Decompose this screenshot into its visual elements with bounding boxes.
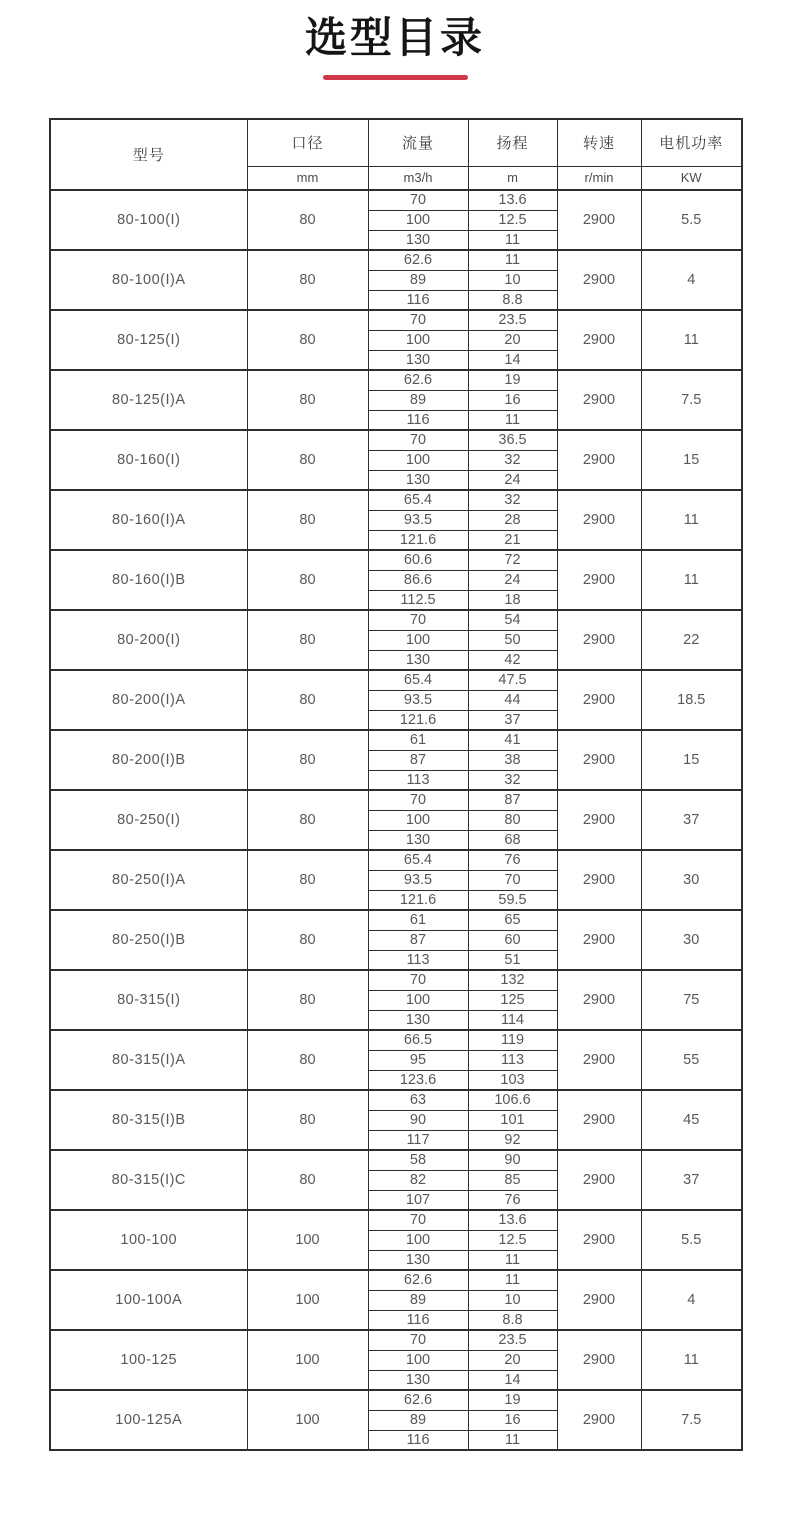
diameter-cell: 80 [247,430,368,490]
diameter-cell: 80 [247,850,368,910]
head-cell: 51 [468,950,557,970]
model-cell: 100-125A [50,1390,247,1450]
speed-cell: 2900 [557,550,641,610]
head-cell: 14 [468,1370,557,1390]
head-cell: 85 [468,1170,557,1190]
flow-cell: 89 [368,390,468,410]
flow-cell: 130 [368,470,468,490]
flow-cell: 70 [368,1330,468,1350]
column-header-speed: 转速 [557,119,641,166]
head-cell: 113 [468,1050,557,1070]
model-cell: 80-160(I)A [50,490,247,550]
flow-cell: 130 [368,230,468,250]
speed-cell: 2900 [557,310,641,370]
flow-cell: 121.6 [368,530,468,550]
head-cell: 11 [468,410,557,430]
table-row [50,790,742,810]
table-row [50,1150,742,1170]
unit-power: KW [641,166,742,190]
flow-cell: 65.4 [368,490,468,510]
head-cell: 11 [468,230,557,250]
flow-cell: 58 [368,1150,468,1170]
flow-cell: 62.6 [368,370,468,390]
diameter-cell: 100 [247,1210,368,1270]
flow-cell: 87 [368,750,468,770]
unit-head: m [468,166,557,190]
flow-cell: 70 [368,190,468,210]
table-row [50,1090,742,1110]
flow-cell: 62.6 [368,1390,468,1410]
catalog-page [0,14,790,1516]
diameter-cell: 80 [247,370,368,430]
head-cell: 47.5 [468,670,557,690]
table-row [50,1390,742,1410]
head-cell: 76 [468,1190,557,1210]
speed-cell: 2900 [557,370,641,430]
unit-diameter: mm [247,166,368,190]
model-cell: 80-315(I)A [50,1030,247,1090]
flow-cell: 63 [368,1090,468,1110]
head-cell: 90 [468,1150,557,1170]
power-cell: 4 [641,250,742,310]
flow-cell: 116 [368,1430,468,1450]
flow-cell: 93.5 [368,870,468,890]
table-row [50,490,742,510]
flow-cell: 70 [368,970,468,990]
head-cell: 68 [468,830,557,850]
head-cell: 10 [468,1290,557,1310]
flow-cell: 116 [368,410,468,430]
model-cell: 80-125(I)A [50,370,247,430]
flow-cell: 70 [368,790,468,810]
flow-cell: 89 [368,1410,468,1430]
model-group [50,430,742,490]
head-cell: 28 [468,510,557,530]
head-cell: 70 [468,870,557,890]
head-cell: 24 [468,470,557,490]
table-row [50,910,742,930]
head-cell: 8.8 [468,290,557,310]
head-cell: 20 [468,1350,557,1370]
column-header-model: 型号 [50,119,247,190]
flow-cell: 70 [368,1210,468,1230]
column-header-head: 扬程 [468,119,557,166]
head-cell: 72 [468,550,557,570]
table-row [50,610,742,630]
model-group [50,250,742,310]
flow-cell: 121.6 [368,890,468,910]
flow-cell: 100 [368,210,468,230]
column-header-flow: 流量 [368,119,468,166]
model-group [50,490,742,550]
model-group [50,310,742,370]
diameter-cell: 80 [247,790,368,850]
model-cell: 100-100A [50,1270,247,1330]
head-cell: 76 [468,850,557,870]
diameter-cell: 100 [247,1330,368,1390]
power-cell: 15 [641,730,742,790]
table-row [50,1270,742,1290]
head-cell: 16 [468,390,557,410]
head-cell: 19 [468,1390,557,1410]
model-group [50,610,742,670]
model-group [50,790,742,850]
unit-flow: m3/h [368,166,468,190]
table-row [50,970,742,990]
table-row [50,1030,742,1050]
table-row [50,1330,742,1350]
flow-cell: 117 [368,1130,468,1150]
flow-cell: 130 [368,830,468,850]
model-group [50,730,742,790]
diameter-cell: 80 [247,490,368,550]
flow-cell: 116 [368,290,468,310]
model-cell: 80-160(I)B [50,550,247,610]
head-cell: 23.5 [468,310,557,330]
speed-cell: 2900 [557,790,641,850]
diameter-cell: 80 [247,610,368,670]
model-group [50,850,742,910]
model-cell: 80-160(I) [50,430,247,490]
speed-cell: 2900 [557,670,641,730]
head-cell: 132 [468,970,557,990]
table-row [50,250,742,270]
table-row [50,370,742,390]
head-cell: 50 [468,630,557,650]
flow-cell: 89 [368,270,468,290]
speed-cell: 2900 [557,610,641,670]
speed-cell: 2900 [557,1390,641,1450]
model-group [50,1330,742,1390]
flow-cell: 65.4 [368,670,468,690]
flow-cell: 82 [368,1170,468,1190]
power-cell: 30 [641,850,742,910]
speed-cell: 2900 [557,1030,641,1090]
speed-cell: 2900 [557,970,641,1030]
flow-cell: 70 [368,430,468,450]
head-cell: 80 [468,810,557,830]
model-group [50,1090,742,1150]
speed-cell: 2900 [557,250,641,310]
flow-cell: 123.6 [368,1070,468,1090]
flow-cell: 116 [368,1310,468,1330]
flow-cell: 93.5 [368,510,468,530]
diameter-cell: 80 [247,550,368,610]
head-cell: 36.5 [468,430,557,450]
flow-cell: 113 [368,770,468,790]
flow-cell: 89 [368,1290,468,1310]
power-cell: 5.5 [641,1210,742,1270]
power-cell: 18.5 [641,670,742,730]
power-cell: 37 [641,1150,742,1210]
power-cell: 11 [641,550,742,610]
flow-cell: 95 [368,1050,468,1070]
flow-cell: 86.6 [368,570,468,590]
flow-cell: 100 [368,330,468,350]
head-cell: 119 [468,1030,557,1050]
model-cell: 80-250(I)A [50,850,247,910]
diameter-cell: 100 [247,1270,368,1330]
flow-cell: 61 [368,730,468,750]
head-cell: 42 [468,650,557,670]
page-title: 选型目录 [304,14,485,61]
head-cell: 114 [468,1010,557,1030]
flow-cell: 100 [368,810,468,830]
head-cell: 18 [468,590,557,610]
table-row [50,190,742,210]
model-group [50,190,742,250]
head-cell: 32 [468,490,557,510]
power-cell: 37 [641,790,742,850]
header-row [50,119,742,166]
model-cell: 80-100(I) [50,190,247,250]
flow-cell: 60.6 [368,550,468,570]
flow-cell: 107 [368,1190,468,1210]
diameter-cell: 80 [247,730,368,790]
head-cell: 11 [468,250,557,270]
power-cell: 4 [641,1270,742,1330]
table-row [50,670,742,690]
head-cell: 92 [468,1130,557,1150]
diameter-cell: 80 [247,250,368,310]
table-row [50,730,742,750]
head-cell: 12.5 [468,210,557,230]
flow-cell: 100 [368,1230,468,1250]
head-cell: 13.6 [468,190,557,210]
model-group [50,1030,742,1090]
model-cell: 80-200(I)A [50,670,247,730]
head-cell: 19 [468,370,557,390]
flow-cell: 61 [368,910,468,930]
flow-cell: 112.5 [368,590,468,610]
flow-cell: 130 [368,1010,468,1030]
speed-cell: 2900 [557,910,641,970]
model-group [50,970,742,1030]
head-cell: 11 [468,1270,557,1290]
column-header-power: 电机功率 [641,119,742,166]
head-cell: 103 [468,1070,557,1090]
power-cell: 11 [641,310,742,370]
head-cell: 41 [468,730,557,750]
flow-cell: 65.4 [368,850,468,870]
speed-cell: 2900 [557,850,641,910]
model-group [50,670,742,730]
head-cell: 16 [468,1410,557,1430]
head-cell: 12.5 [468,1230,557,1250]
head-cell: 14 [468,350,557,370]
speed-cell: 2900 [557,730,641,790]
head-cell: 44 [468,690,557,710]
model-cell: 100-125 [50,1330,247,1390]
power-cell: 15 [641,430,742,490]
head-cell: 87 [468,790,557,810]
head-cell: 23.5 [468,1330,557,1350]
diameter-cell: 80 [247,1030,368,1090]
head-cell: 38 [468,750,557,770]
flow-cell: 87 [368,930,468,950]
model-group [50,550,742,610]
model-group [50,1390,742,1450]
power-cell: 22 [641,610,742,670]
head-cell: 60 [468,930,557,950]
speed-cell: 2900 [557,1210,641,1270]
table-row [50,550,742,570]
model-group [50,1270,742,1330]
flow-cell: 66.5 [368,1030,468,1050]
table-row [50,430,742,450]
model-group [50,370,742,430]
head-cell: 11 [468,1430,557,1450]
diameter-cell: 80 [247,670,368,730]
diameter-cell: 100 [247,1390,368,1450]
flow-cell: 130 [368,1370,468,1390]
model-cell: 80-315(I) [50,970,247,1030]
flow-cell: 62.6 [368,250,468,270]
flow-cell: 100 [368,1350,468,1370]
head-cell: 24 [468,570,557,590]
model-cell: 80-100(I)A [50,250,247,310]
power-cell: 7.5 [641,1390,742,1450]
table-row [50,310,742,330]
head-cell: 10 [468,270,557,290]
speed-cell: 2900 [557,190,641,250]
head-cell: 106.6 [468,1090,557,1110]
model-cell: 80-125(I) [50,310,247,370]
power-cell: 5.5 [641,190,742,250]
head-cell: 13.6 [468,1210,557,1230]
head-cell: 32 [468,770,557,790]
flow-cell: 130 [368,1250,468,1270]
power-cell: 11 [641,1330,742,1390]
head-cell: 8.8 [468,1310,557,1330]
model-group [50,1150,742,1210]
head-cell: 101 [468,1110,557,1130]
diameter-cell: 80 [247,970,368,1030]
flow-cell: 100 [368,630,468,650]
head-cell: 54 [468,610,557,630]
flow-cell: 130 [368,350,468,370]
table-row [50,1210,742,1230]
model-cell: 80-315(I)B [50,1090,247,1150]
table-row [50,850,742,870]
flow-cell: 130 [368,650,468,670]
speed-cell: 2900 [557,1090,641,1150]
power-cell: 11 [641,490,742,550]
head-cell: 21 [468,530,557,550]
column-header-diameter: 口径 [247,119,368,166]
model-cell: 80-200(I)B [50,730,247,790]
head-cell: 32 [468,450,557,470]
diameter-cell: 80 [247,1090,368,1150]
power-cell: 75 [641,970,742,1030]
flow-cell: 100 [368,990,468,1010]
model-group [50,1210,742,1270]
flow-cell: 70 [368,310,468,330]
model-group [50,910,742,970]
head-cell: 59.5 [468,890,557,910]
power-cell: 45 [641,1090,742,1150]
diameter-cell: 80 [247,1150,368,1210]
model-cell: 80-250(I) [50,790,247,850]
power-cell: 55 [641,1030,742,1090]
title-underline [323,75,468,80]
unit-speed: r/min [557,166,641,190]
selection-table [49,118,743,1451]
flow-cell: 100 [368,450,468,470]
head-cell: 20 [468,330,557,350]
speed-cell: 2900 [557,1270,641,1330]
model-cell: 80-315(I)C [50,1150,247,1210]
head-cell: 65 [468,910,557,930]
flow-cell: 62.6 [368,1270,468,1290]
diameter-cell: 80 [247,310,368,370]
power-cell: 30 [641,910,742,970]
diameter-cell: 80 [247,910,368,970]
head-cell: 37 [468,710,557,730]
table-header [50,119,742,190]
model-cell: 100-100 [50,1210,247,1270]
flow-cell: 90 [368,1110,468,1130]
flow-cell: 93.5 [368,690,468,710]
flow-cell: 70 [368,610,468,630]
head-cell: 125 [468,990,557,1010]
power-cell: 7.5 [641,370,742,430]
speed-cell: 2900 [557,430,641,490]
head-cell: 11 [468,1250,557,1270]
model-cell: 80-250(I)B [50,910,247,970]
speed-cell: 2900 [557,490,641,550]
diameter-cell: 80 [247,190,368,250]
model-cell: 80-200(I) [50,610,247,670]
speed-cell: 2900 [557,1150,641,1210]
flow-cell: 121.6 [368,710,468,730]
speed-cell: 2900 [557,1330,641,1390]
flow-cell: 113 [368,950,468,970]
